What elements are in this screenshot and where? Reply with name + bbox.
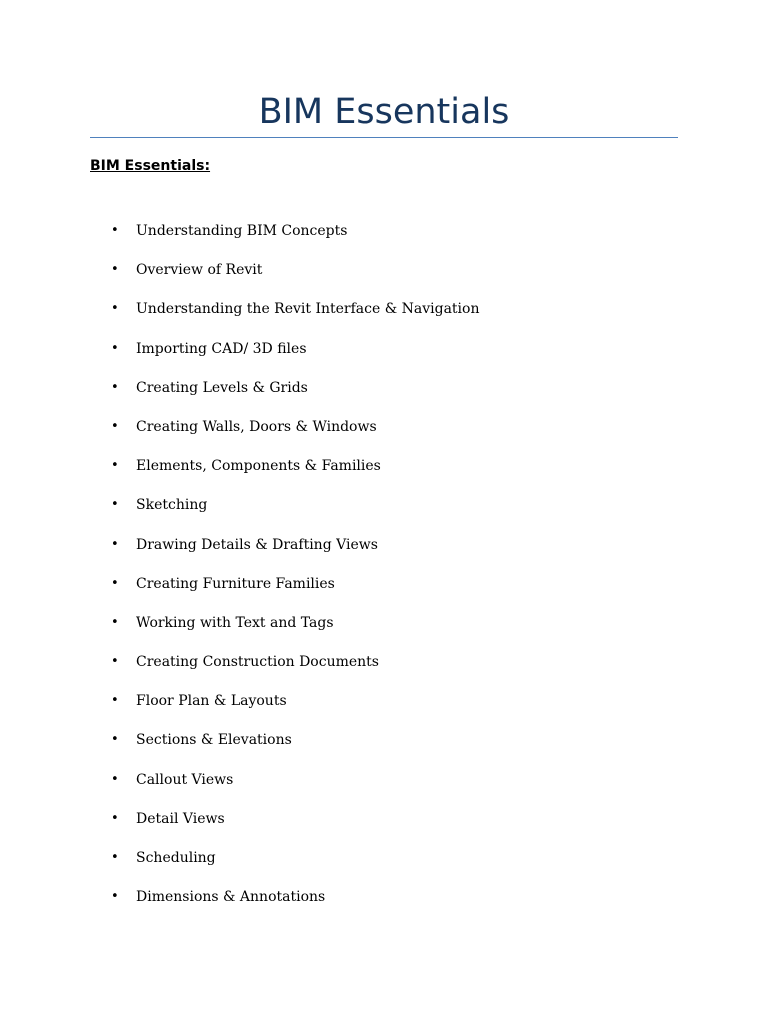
list-item-label: Scheduling: [136, 850, 216, 866]
list-item-label: Importing CAD/ 3D files: [136, 340, 307, 357]
bullet-icon: •: [111, 379, 119, 395]
bullet-icon: •: [111, 771, 119, 787]
section-heading: BIM Essentials:: [90, 158, 211, 174]
bullet-icon: •: [111, 458, 119, 474]
list-item-label: Callout Views: [136, 771, 234, 788]
list-item-label: Overview of Revit: [136, 262, 263, 279]
list-item-label: Elements, Components & Families: [136, 458, 381, 475]
bullet-icon: •: [111, 497, 119, 513]
bullet-icon: •: [111, 340, 119, 356]
list-item-label: Drawing Details & Drafting Views: [136, 536, 378, 553]
list-item-label: Sections & Elevations: [136, 732, 292, 749]
bullet-icon: •: [111, 732, 119, 748]
title-underline-rule: [90, 137, 678, 138]
bullet-icon: •: [111, 536, 119, 552]
list-item-label: Working with Text and Tags: [136, 614, 334, 631]
bullet-icon: •: [111, 418, 119, 434]
bullet-icon: •: [111, 889, 119, 905]
bullet-icon: •: [111, 301, 119, 317]
bullet-icon: •: [111, 262, 119, 278]
list-item-label: Understanding BIM Concepts: [136, 223, 348, 239]
bullet-icon: •: [111, 850, 119, 865]
document-title: BIM Essentials: [258, 92, 510, 132]
list-item-label: Dimensions & Annotations: [136, 889, 326, 906]
bullet-icon: •: [111, 223, 119, 238]
list-item-label: Understanding the Revit Interface & Navigation: [136, 301, 480, 318]
bullet-icon: •: [111, 810, 119, 826]
list-item-label: Floor Plan & Layouts: [136, 693, 287, 710]
list-item-label: Detail Views: [136, 810, 225, 827]
bullet-icon: •: [111, 693, 119, 709]
list-item-label: Creating Construction Documents: [136, 654, 379, 671]
bullet-icon: •: [111, 614, 119, 630]
bullet-icon: •: [111, 575, 119, 591]
list-item-label: Creating Furniture Families: [136, 575, 335, 592]
list-item-label: Creating Levels & Grids: [136, 379, 308, 396]
list-item-label: Creating Walls, Doors & Windows: [136, 418, 377, 435]
bullet-icon: •: [111, 654, 119, 670]
list-item-label: Sketching: [136, 497, 208, 514]
